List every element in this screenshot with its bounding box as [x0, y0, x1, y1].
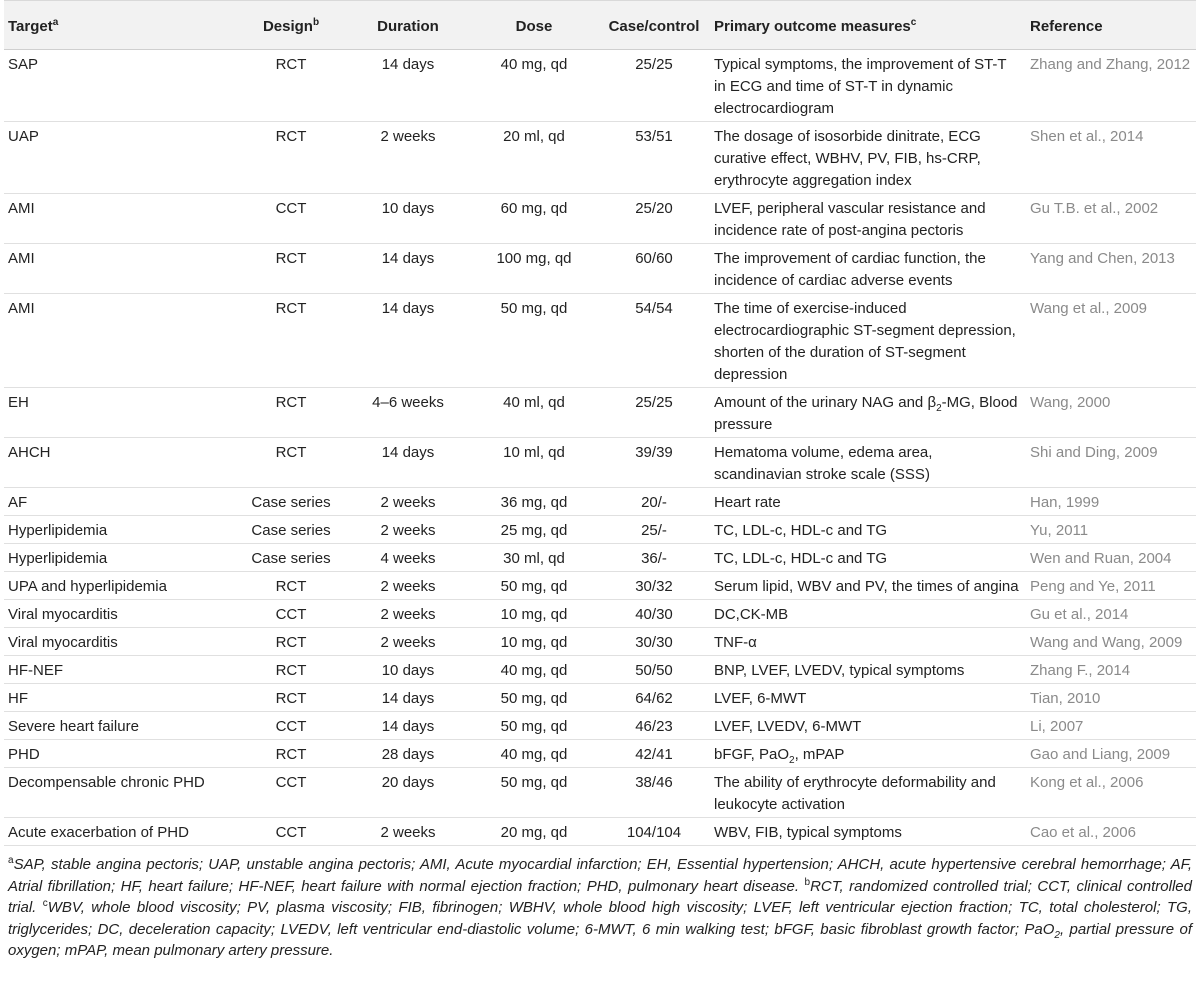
cell-case-control: 25/25 — [598, 50, 710, 122]
cell-target: AMI — [4, 194, 236, 244]
cell-target: UAP — [4, 122, 236, 194]
header-row — [4, 1, 1196, 50]
cell-duration: 10 days — [346, 194, 470, 244]
table-footnote: $^a$SAP, stable angina pectoris; UAP, unstable angina pectoris; AMI, Acute myocardial infarction; EH, Essential hypertension; AHCH, acute hypertensive cerebral hemorrhage; AF, Atrial fibrillation; HF, heart failure; HF-NEF, heart failure with normal ejection fraction; PHD, pulmonary heart disease. $^b$RCT, randomized controlled trial; CCT, clinical controlled trial. $^c$WBV, whole blood viscosity; PV, plasma viscosity; FIB, fibrinogen; WBHV, whole blood high viscosity; LVEF, left ventricular ejection fraction; TC, total cholesterol; TG, triglycerides; DC, deceleration capacity; LVEDV, left ventricular end-diastolic volume; 6-MWT, 6 min walking test; bFGF, basic fibroblast growth factor; PaO$_2$, partial pressure of oxygen; mPAP, mean pulmonary artery pressure. — [8, 855, 1192, 959]
cell-duration: 14 days — [346, 244, 470, 294]
cell-dose: 40 ml, qd — [470, 388, 598, 438]
cell-dose: 20 ml, qd — [470, 122, 598, 194]
cell-design: RCT — [236, 294, 346, 388]
header-target: Target$^a$ — [4, 1, 236, 50]
cell-outcome: LVEF, LVEDV, 6-MWT — [710, 712, 1026, 740]
cell-design: CCT — [236, 600, 346, 628]
cell-outcome: The time of exercise-induced electrocardiographic ST-segment depression, shorten of the duration of ST-segment depression — [710, 294, 1026, 388]
cell-dose: 50 mg, qd — [470, 768, 598, 818]
cell-reference: Gu et al., 2014 — [1026, 600, 1196, 628]
cell-design: RCT — [236, 438, 346, 488]
cell-target: AMI — [4, 294, 236, 388]
cell-reference: Wang and Wang, 2009 — [1026, 628, 1196, 656]
cell-design: RCT — [236, 572, 346, 600]
header-case-control: Case/control — [598, 1, 710, 50]
cell-case-control: 50/50 — [598, 656, 710, 684]
cell-design: CCT — [236, 768, 346, 818]
cell-design: RCT — [236, 244, 346, 294]
cell-outcome: DC,CK-MB — [710, 600, 1026, 628]
cell-target: Viral myocarditis — [4, 628, 236, 656]
header-dose: Dose — [470, 1, 598, 50]
cell-dose: 50 mg, qd — [470, 294, 598, 388]
cell-reference: Peng and Ye, 2011 — [1026, 572, 1196, 600]
cell-dose: 50 mg, qd — [470, 684, 598, 712]
cell-duration: 4 weeks — [346, 544, 470, 572]
cell-dose: 36 mg, qd — [470, 488, 598, 516]
cell-duration: 4–6 weeks — [346, 388, 470, 438]
header-duration: Duration — [346, 1, 470, 50]
cell-outcome: Heart rate — [710, 488, 1026, 516]
table-body — [4, 50, 1196, 846]
table-row — [4, 768, 1196, 818]
cell-design: CCT — [236, 712, 346, 740]
cell-dose: 40 mg, qd — [470, 740, 598, 768]
cell-duration: 2 weeks — [346, 572, 470, 600]
cell-reference: Wang, 2000 — [1026, 388, 1196, 438]
cell-dose: 10 mg, qd — [470, 628, 598, 656]
cell-target: AMI — [4, 244, 236, 294]
table-row — [4, 600, 1196, 628]
cell-duration: 2 weeks — [346, 516, 470, 544]
header-design: Design$^b$ — [236, 1, 346, 50]
cell-reference: Wen and Ruan, 2004 — [1026, 544, 1196, 572]
cell-outcome: Amount of the urinary NAG and $\beta_2-MG$, Blood pressure — [710, 388, 1026, 438]
cell-reference: Wang et al., 2009 — [1026, 294, 1196, 388]
cell-outcome: TNF-α — [710, 628, 1026, 656]
cell-reference: Yu, 2011 — [1026, 516, 1196, 544]
cell-target: AHCH — [4, 438, 236, 488]
cell-target: UPA and hyperlipidemia — [4, 572, 236, 600]
table-row — [4, 438, 1196, 488]
cell-dose: 10 mg, qd — [470, 600, 598, 628]
cell-design: Case series — [236, 544, 346, 572]
cell-reference: Zhang and Zhang, 2012 — [1026, 50, 1196, 122]
cell-outcome: bFGF, PaO$_2$, mPAP — [710, 740, 1026, 768]
cell-target: AF — [4, 488, 236, 516]
cell-outcome: WBV, FIB, typical symptoms — [710, 818, 1026, 846]
cell-design: RCT — [236, 628, 346, 656]
cell-reference: Tian, 2010 — [1026, 684, 1196, 712]
cell-outcome: The ability of erythrocyte deformability and leukocyte activation — [710, 768, 1026, 818]
cell-outcome: The improvement of cardiac function, the incidence of cardiac adverse events — [710, 244, 1026, 294]
cell-target: Severe heart failure — [4, 712, 236, 740]
table-row — [4, 818, 1196, 846]
cell-case-control: 30/32 — [598, 572, 710, 600]
cell-design: RCT — [236, 122, 346, 194]
cell-design: RCT — [236, 50, 346, 122]
cell-outcome: LVEF, peripheral vascular resistance and incidence rate of post-angina pectoris — [710, 194, 1026, 244]
table-row — [4, 740, 1196, 768]
cell-dose: 50 mg, qd — [470, 712, 598, 740]
cell-reference: Gu T.B. et al., 2002 — [1026, 194, 1196, 244]
cell-case-control: 25/- — [598, 516, 710, 544]
header-outcome: Primary outcome measures$^c$ — [710, 1, 1026, 50]
table-row — [4, 656, 1196, 684]
table-row — [4, 712, 1196, 740]
cell-case-control: 54/54 — [598, 294, 710, 388]
cell-case-control: 53/51 — [598, 122, 710, 194]
table-row — [4, 544, 1196, 572]
cell-design: RCT — [236, 388, 346, 438]
cell-dose: 40 mg, qd — [470, 656, 598, 684]
cell-duration: 2 weeks — [346, 488, 470, 516]
cell-outcome: Hematoma volume, edema area, scandinavian stroke scale (SSS) — [710, 438, 1026, 488]
cell-duration: 2 weeks — [346, 122, 470, 194]
table-row — [4, 294, 1196, 388]
cell-dose: 40 mg, qd — [470, 50, 598, 122]
cell-case-control: 30/30 — [598, 628, 710, 656]
cell-duration: 28 days — [346, 740, 470, 768]
cell-target: EH — [4, 388, 236, 438]
cell-target: Acute exacerbation of PHD — [4, 818, 236, 846]
cell-case-control: 60/60 — [598, 244, 710, 294]
table-row — [4, 488, 1196, 516]
table-row — [4, 684, 1196, 712]
cell-duration: 14 days — [346, 712, 470, 740]
cell-case-control: 46/23 — [598, 712, 710, 740]
header-reference: Reference — [1026, 1, 1196, 50]
cell-design: Case series — [236, 488, 346, 516]
cell-target: Viral myocarditis — [4, 600, 236, 628]
cell-duration: 2 weeks — [346, 628, 470, 656]
cell-target: HF — [4, 684, 236, 712]
cell-reference: Yang and Chen, 2013 — [1026, 244, 1196, 294]
cell-duration: 14 days — [346, 438, 470, 488]
table-row — [4, 194, 1196, 244]
table-row — [4, 572, 1196, 600]
table-header — [4, 1, 1196, 50]
cell-target: Hyperlipidemia — [4, 544, 236, 572]
cell-target: SAP — [4, 50, 236, 122]
cell-dose: 20 mg, qd — [470, 818, 598, 846]
cell-outcome: Typical symptoms, the improvement of ST-T in ECG and time of ST-T in dynamic electrocardiogram — [710, 50, 1026, 122]
cell-duration: 14 days — [346, 294, 470, 388]
cell-target: Decompensable chronic PHD — [4, 768, 236, 818]
cell-reference: Cao et al., 2006 — [1026, 818, 1196, 846]
cell-dose: 30 ml, qd — [470, 544, 598, 572]
cell-reference: Kong et al., 2006 — [1026, 768, 1196, 818]
cell-duration: 20 days — [346, 768, 470, 818]
cell-case-control: 42/41 — [598, 740, 710, 768]
cell-design: RCT — [236, 656, 346, 684]
cell-reference: Li, 2007 — [1026, 712, 1196, 740]
cell-case-control: 36/- — [598, 544, 710, 572]
cell-outcome: The dosage of isosorbide dinitrate, ECG curative effect, WBHV, PV, FIB, hs-CRP, erythrocyte aggregation index — [710, 122, 1026, 194]
cell-case-control: 40/30 — [598, 600, 710, 628]
cell-duration: 14 days — [346, 684, 470, 712]
cell-case-control: 20/- — [598, 488, 710, 516]
cell-case-control: 25/20 — [598, 194, 710, 244]
table-row — [4, 50, 1196, 122]
cell-case-control: 25/25 — [598, 388, 710, 438]
cell-dose: 25 mg, qd — [470, 516, 598, 544]
cell-design: CCT — [236, 194, 346, 244]
cell-dose: 50 mg, qd — [470, 572, 598, 600]
cell-outcome: LVEF, 6-MWT — [710, 684, 1026, 712]
cell-dose: 60 mg, qd — [470, 194, 598, 244]
cell-target: HF-NEF — [4, 656, 236, 684]
cell-design: RCT — [236, 684, 346, 712]
cell-case-control: 64/62 — [598, 684, 710, 712]
cell-outcome: TC, LDL-c, HDL-c and TG — [710, 544, 1026, 572]
cell-duration: 10 days — [346, 656, 470, 684]
cell-reference: Shi and Ding, 2009 — [1026, 438, 1196, 488]
cell-reference: Gao and Liang, 2009 — [1026, 740, 1196, 768]
table-row — [4, 516, 1196, 544]
cell-target: PHD — [4, 740, 236, 768]
cell-design: RCT — [236, 740, 346, 768]
cell-design: Case series — [236, 516, 346, 544]
cell-case-control: 39/39 — [598, 438, 710, 488]
cell-outcome: BNP, LVEF, LVEDV, typical symptoms — [710, 656, 1026, 684]
table-row — [4, 628, 1196, 656]
cell-reference: Shen et al., 2014 — [1026, 122, 1196, 194]
cell-duration: 14 days — [346, 50, 470, 122]
clinical-studies-table — [4, 0, 1196, 846]
cell-duration: 2 weeks — [346, 600, 470, 628]
cell-reference: Zhang F., 2014 — [1026, 656, 1196, 684]
cell-outcome: TC, LDL-c, HDL-c and TG — [710, 516, 1026, 544]
table-row — [4, 122, 1196, 194]
cell-reference: Han, 1999 — [1026, 488, 1196, 516]
cell-design: CCT — [236, 818, 346, 846]
cell-dose: 10 ml, qd — [470, 438, 598, 488]
cell-dose: 100 mg, qd — [470, 244, 598, 294]
cell-duration: 2 weeks — [346, 818, 470, 846]
cell-case-control: 38/46 — [598, 768, 710, 818]
table-row — [4, 244, 1196, 294]
cell-target: Hyperlipidemia — [4, 516, 236, 544]
cell-outcome: Serum lipid, WBV and PV, the times of angina — [710, 572, 1026, 600]
table-row — [4, 388, 1196, 438]
cell-case-control: 104/104 — [598, 818, 710, 846]
